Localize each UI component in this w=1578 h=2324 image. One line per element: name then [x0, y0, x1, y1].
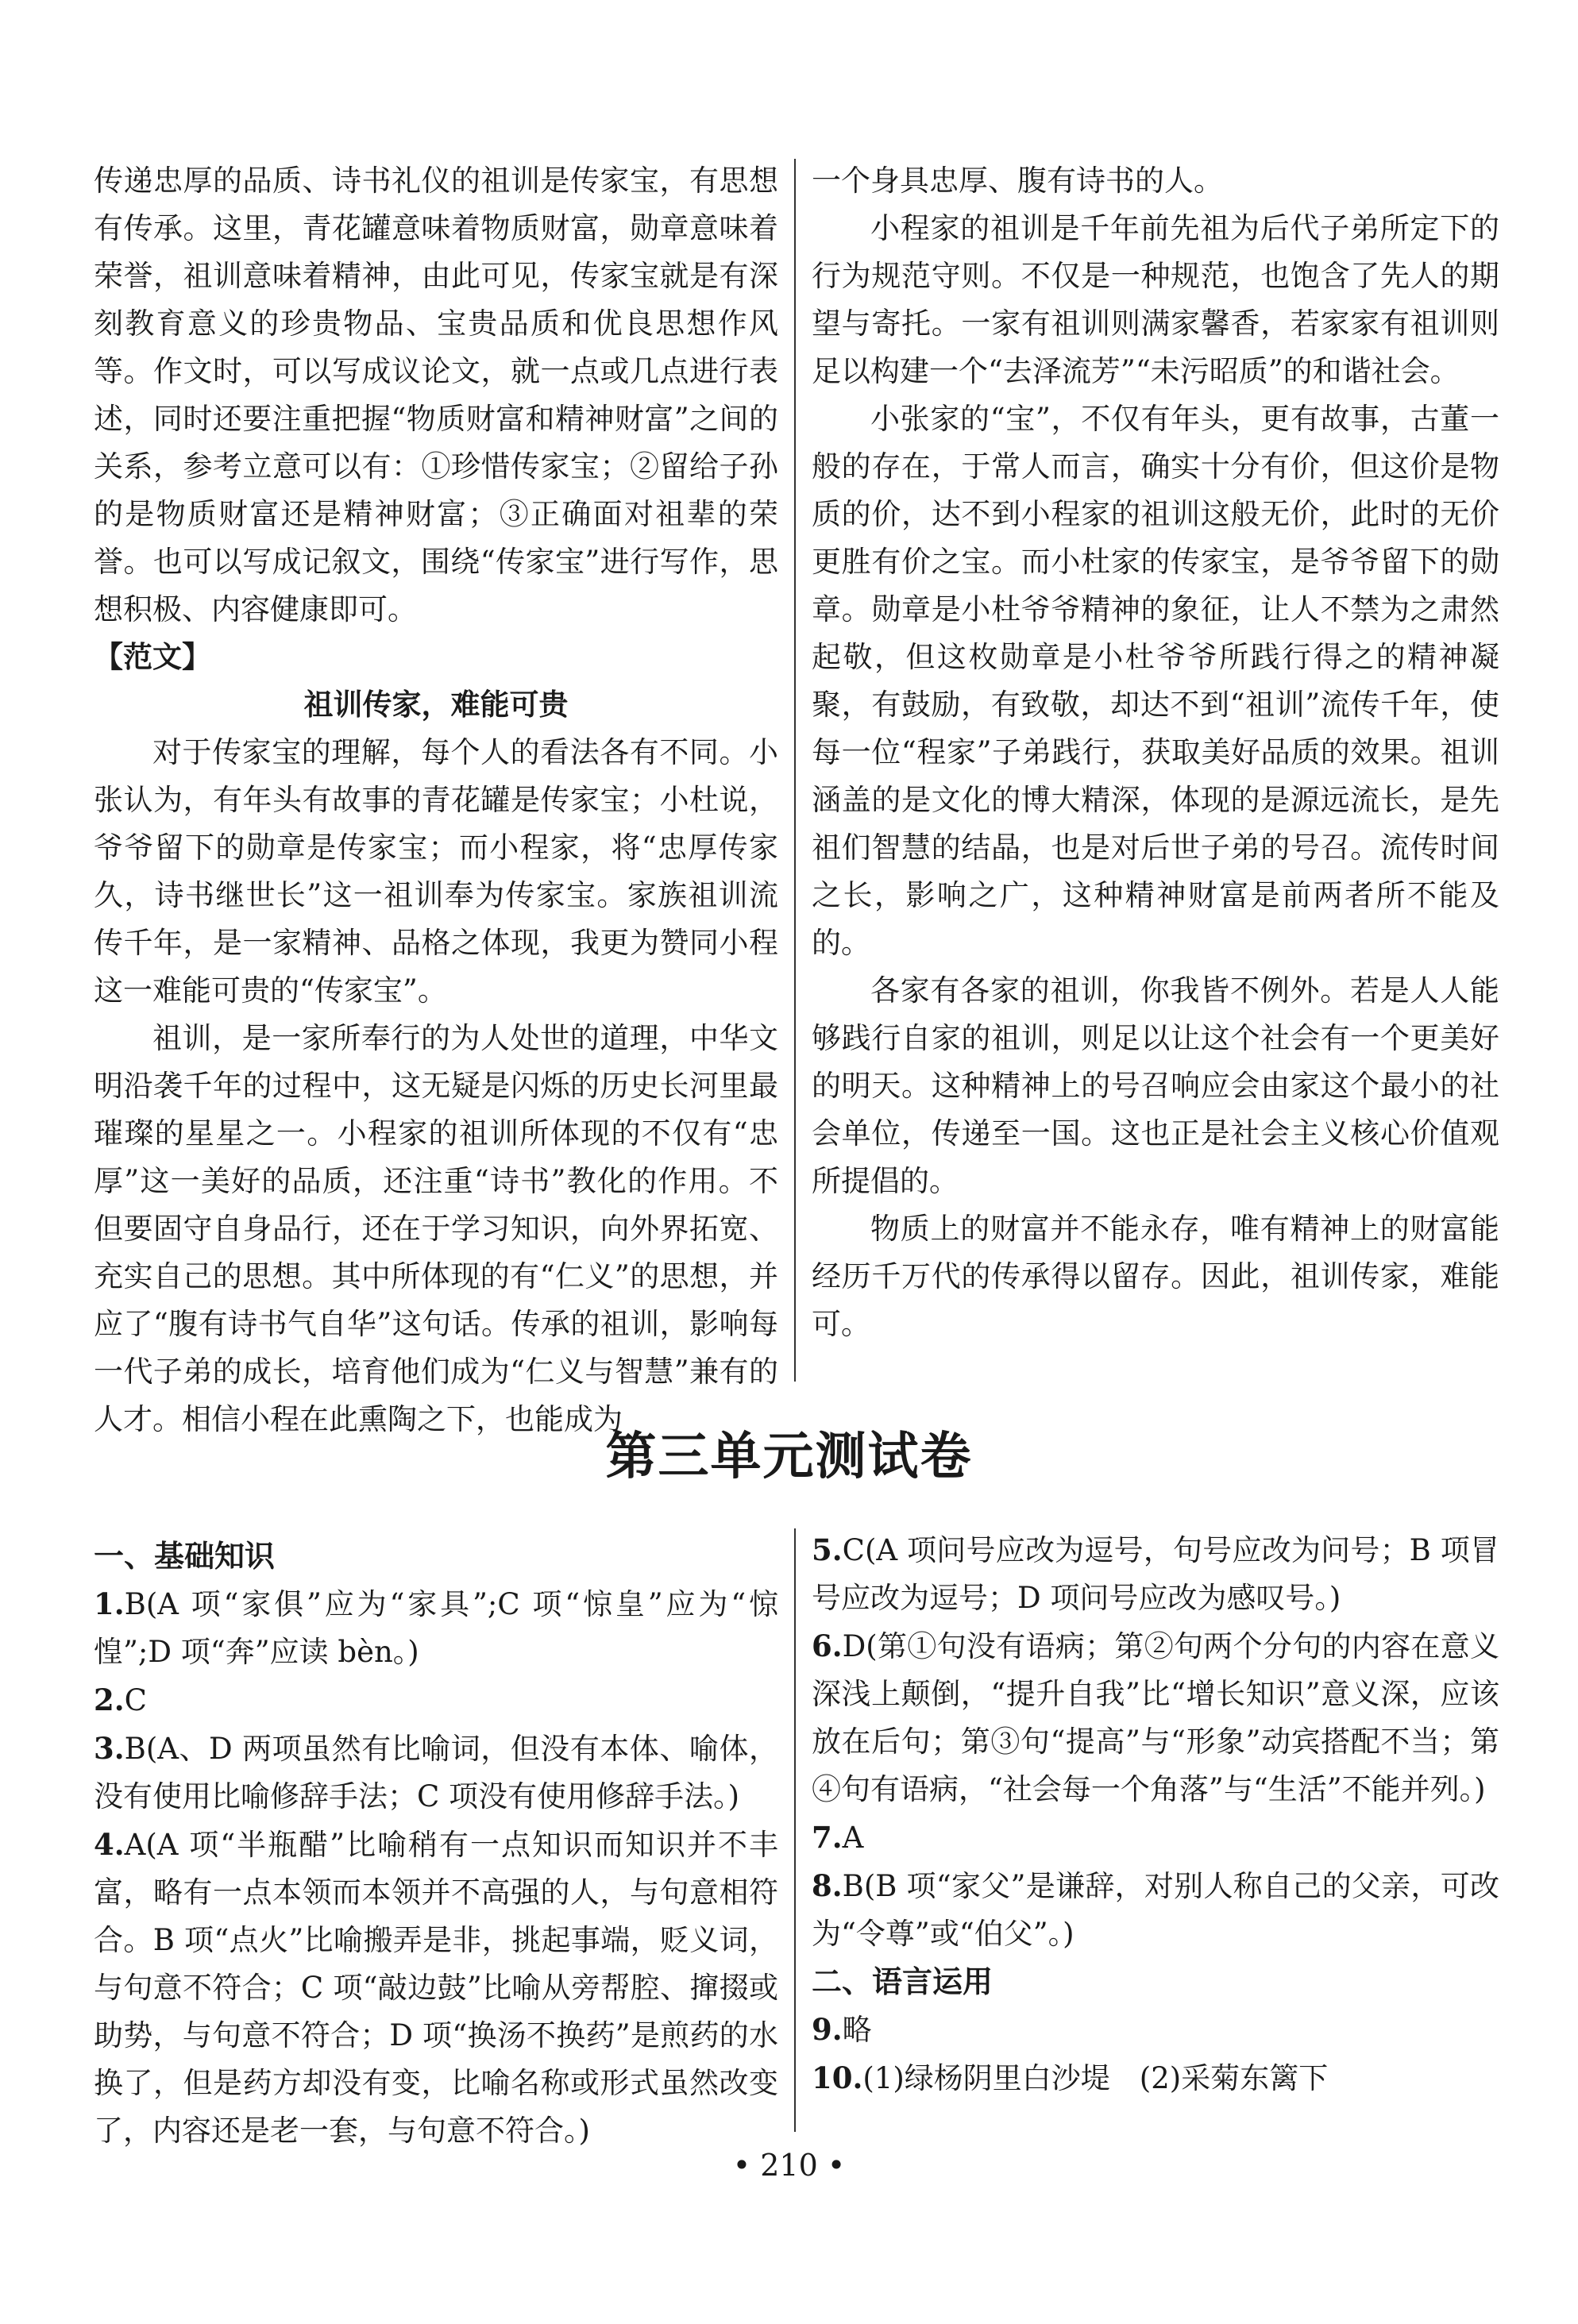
essay-paragraph: 小程家的祖训是千年前先祖为后代子弟所定下的行为规范守则。不仅是一种规范，也饱含了先人的期望与寄托。一家有祖训则满家馨香，若家家有祖训则足以构建一个“去泽流芳”“未污昭质”的和谐社会。: [812, 211, 1499, 388]
essay-guidance-paragraph: 传递忠厚的品质、诗书礼仪的祖训是传家宝，有思想有传承。这里，青花罐意味着物质财富，勋章意味着荣誉，祖训意味着精神，由此可见，传家宝就是有深刻教育意义的珍贵物品、宝贵品质和优良思想作风等。作文时，可以写成议论文，就一点或几点进行表述，同时还要注重把握“物质财富和精神财富”之间的关系，参考立意可以有：①珍惜传家宝；②留给子孙的是物质财富还是精神财富；③正确面对祖辈的荣誉。也可以写成记叙文，围绕“传家宝”进行写作，思想积极、内容健康即可。: [94, 164, 778, 626]
answer-text: B(B 项“家父”是谦辞，对别人称自己的父亲，可改为“令尊”或“伯父”。): [812, 1869, 1499, 1951]
bottom-right-column: [812, 1526, 1499, 2102]
top-right-column: [812, 157, 1499, 1348]
answer-text: C(A 项问号应改为逗号，句号应改为问号；B 项冒号应改为逗号；D 项问号应改为感叹号。): [812, 1533, 1499, 1615]
page-number: • 210 •: [732, 2148, 846, 2183]
answer-item: [812, 1813, 1499, 1862]
essay-paragraph: 物质上的财富并不能永存，唯有精神上的财富能经历千万代的传承得以留存。因此，祖训传家，难能可。: [812, 1212, 1499, 1341]
answer-text: D(第①句没有语病；第②句两个分句的内容在意义深浅上颠倒，“提升自我”比“增长知识”意义深，应该放在后句；第③句“提高”与“形象”动宾搭配不当；第④句有语病，“社会每一个角落”与“生活”不能并列。): [812, 1629, 1499, 1806]
top-column-divider: [794, 159, 796, 1382]
question-number: 4.: [94, 1827, 125, 1862]
answer-text: B(A、D 两项虽然有比喻词，但没有本体、喻体，没有使用比喻修辞手法；C 项没有使用修辞手法。): [94, 1732, 778, 1813]
answer-item: [812, 1622, 1499, 1813]
section-heading-basic-knowledge: 一、基础知识: [94, 1539, 276, 1574]
answer-text: (1)绿杨阴里白沙堤 (2)采菊东篱下: [862, 2061, 1329, 2095]
essay-paragraph: 一个身具忠厚、腹有诗书的人。: [812, 164, 1223, 198]
answer-item: [94, 1821, 778, 2155]
answer-item: [812, 1526, 1499, 1622]
answer-item: [812, 2006, 1499, 2054]
answer-item: [94, 1580, 778, 1676]
answer-text: A: [842, 1821, 864, 1855]
question-number: 1.: [94, 1586, 125, 1621]
answer-text: B(A 项“家俱”应为“家具”;C 项“惊皇”应为“惊惶”;D 项“奔”应读 bèn。): [94, 1587, 778, 1669]
answer-text: 略: [842, 2013, 872, 2047]
question-number: 9.: [812, 2012, 843, 2047]
answer-item: [94, 1676, 778, 1725]
model-essay-title: 祖训传家，难能可贵: [303, 688, 569, 722]
bottom-column-divider: [794, 1528, 796, 2132]
section-heading-language-use: 二、语言运用: [812, 1964, 993, 1999]
essay-paragraph: 小张家的“宝”，不仅有年头，更有故事，古董一般的存在，于常人而言，确实十分有价，但这价是物质的价，达不到小程家的祖训这般无价，此时的无价更胜有价之宝。而小杜家的传家宝，是爷爷留下的勋章。勋章是小杜爷爷精神的象征，让人不禁为之肃然起敬，但这枚勋章是小杜爷爷所践行得之的精神凝聚，有鼓励，有致敬，却达不到“祖训”流传千年，使每一位“程家”子弟践行，获取美好品质的效果。祖训涵盖的是文化的博大精深，体现的是源远流长，是先祖们智慧的结晶，也是对后世子弟的号召。流传时间之长，影响之广，这种精神财富是前两者所不能及的。: [812, 402, 1499, 960]
answer-item: [94, 1725, 778, 1821]
unit-test-title: 第三单元测试卷: [605, 1427, 973, 1486]
question-number: 7.: [812, 1820, 843, 1855]
question-number: 5.: [812, 1532, 843, 1567]
question-number: 6.: [812, 1628, 843, 1663]
bottom-left-column: [94, 1532, 778, 2155]
answer-item: [812, 2054, 1499, 2102]
question-number: 8.: [812, 1868, 843, 1903]
essay-paragraph: 对于传家宝的理解，每个人的看法各有不同。小张认为，有年头有故事的青花罐是传家宝；小杜说，爷爷留下的勋章是传家宝；而小程家，将“忠厚传家久，诗书继世长”这一祖训奉为传家宝。家族祖训流传千年，是一家精神、品格之体现，我更为赞同小程这一难能可贵的“传家宝”。: [94, 735, 778, 1008]
answer-item: [812, 1862, 1499, 1958]
question-number: 2.: [94, 1682, 125, 1717]
answer-text: C: [124, 1683, 147, 1717]
model-essay-label: 【范文】: [94, 640, 211, 674]
essay-paragraph: 各家有各家的祖训，你我皆不例外。若是人人能够践行自家的祖训，则足以让这个社会有一个更美好的明天。这种精神上的号召响应会由家这个最小的社会单位，传递至一国。这也正是社会主义核心价值观所提倡的。: [812, 973, 1499, 1198]
answer-text: A(A 项“半瓶醋”比喻稍有一点知识而知识并不丰富，略有一点本领而本领并不高强的人，与句意相符合。B 项“点火”比喻搬弄是非，挑起事端，贬义词，与句意不符合；C 项“敲边鼓”比喻从旁帮腔、撺掇或助势，与句意不符合；D 项“换汤不换药”是煎药的水换了，但是药方却没有变，比喻名称或形式虽然改变了，内容还是老一套，与句意不符合。): [94, 1828, 778, 2148]
essay-paragraph: 祖训，是一家所奉行的为人处世的道理，中华文明沿袭千年的过程中，这无疑是闪烁的历史长河里最璀璨的星星之一。小程家的祖训所体现的不仅有“忠厚”这一美好的品质，还注重“诗书”教化的作用。不但要固守自身品行，还在于学习知识，向外界拓宽、充实自己的思想。其中所体现的有“仁义”的思想，并应了“腹有诗书气自华”这句话。传承的祖训，影响每一代子弟的成长，培育他们成为“仁义与智慧”兼有的人才。相信小程在此熏陶之下，也能成为: [94, 1021, 778, 1436]
question-number: 10.: [812, 2060, 863, 2095]
question-number: 3.: [94, 1731, 125, 1766]
top-left-column: [94, 157, 778, 1443]
